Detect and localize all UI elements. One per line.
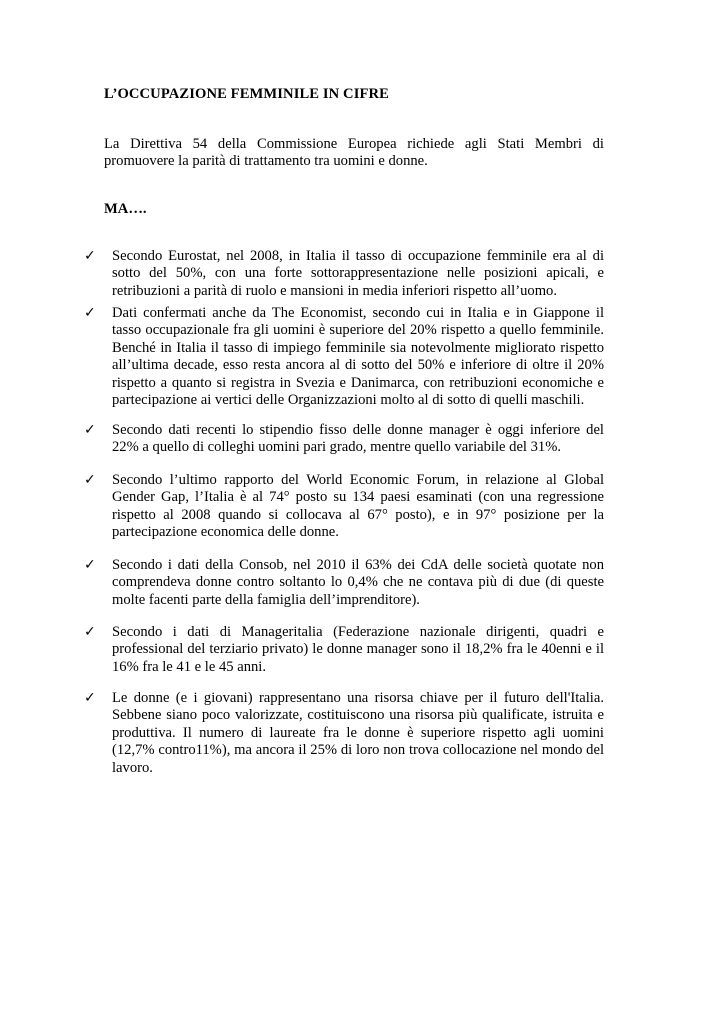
bullet-item-donne-giovani bbox=[84, 690, 604, 777]
bullet-item-stipendio bbox=[84, 422, 604, 457]
checkmark-icon: ✓ bbox=[84, 422, 96, 438]
checkmark-icon: ✓ bbox=[84, 557, 96, 573]
page-title: L’OCCUPAZIONE FEMMINILE IN CIFRE bbox=[104, 86, 389, 102]
bullet-item-consob bbox=[84, 557, 604, 609]
bullet-text: Secondo i dati di Manageritalia (Federazione nazionale dirigenti, quadri e professional del terziario privato) le donne manager sono il 18,2% fra le 40enni e il 16% fra le 41 e le 45 anni. bbox=[112, 624, 604, 675]
bullet-item-wef bbox=[84, 472, 604, 542]
bullet-text: Secondo i dati della Consob, nel 2010 il 63% dei CdA delle società quotate non comprendeva donne contro soltanto lo 0,4% che ne contava più di due (di queste molte facenti parte della famiglia dell’imprenditore). bbox=[112, 557, 604, 608]
bullet-item-manageritalia bbox=[84, 624, 604, 676]
bullet-text: Secondo dati recenti lo stipendio fisso delle donne manager è oggi inferiore del 22% a quello di colleghi uomini pari grado, mentre quello variabile del 31%. bbox=[112, 422, 604, 456]
bullet-text: Dati confermati anche da The Economist, secondo cui in Italia e in Giappone il tasso occupazionale fra gli uomini è superiore del 20% rispetto a quello femminile. Benché in Italia il tasso di impiego femminile sia notevolmente migliorato rispetto all’ultima decade, esso resta ancora al di sotto del 50% e inferiore di oltre il 20% rispetto a quanto si registra in Svezia e Danimarca, con retribuzioni economiche e partecipazione ai vertici delle Organizzazioni molto al di sotto di quelli maschili. bbox=[112, 305, 604, 409]
checkmark-icon: ✓ bbox=[84, 248, 96, 264]
bullet-item-economist bbox=[84, 305, 604, 409]
bullet-text: Le donne (e i giovani) rappresentano una risorsa chiave per il futuro dell'Italia. Sebbene siano poco valorizzate, costituiscono una risorsa più qualificate, istruita e produttiva. Il numero di laureate fra le donne è superiore rispetto agli uomini (12,7% contro11%), ma ancora il 25% di loro non trova collocazione nel mondo del lavoro. bbox=[112, 690, 604, 776]
checkmark-icon: ✓ bbox=[84, 624, 96, 640]
intro-paragraph: La Direttiva 54 della Commissione Europea richiede agli Stati Membri di promuovere la parità di trattamento tra uomini e donne. bbox=[104, 136, 604, 170]
bullet-text: Secondo l’ultimo rapporto del World Economic Forum, in relazione al Global Gender Gap, l’Italia è al 74° posto su 134 paesi esaminati (con una regressione rispetto al 2008 quando si collocava al 67° posto), e in 97° posizione per la partecipazione economica delle donne. bbox=[112, 472, 604, 541]
checkmark-icon: ✓ bbox=[84, 305, 96, 321]
checkmark-icon: ✓ bbox=[84, 472, 96, 488]
bullet-item-eurostat bbox=[84, 248, 604, 300]
checkmark-icon: ✓ bbox=[84, 690, 96, 706]
bullet-text: Secondo Eurostat, nel 2008, in Italia il tasso di occupazione femminile era al di sotto del 50%, con una forte sottorappresentazione nelle posizioni apicali, e retribuzioni a parità di ruolo e mansioni in media inferiori rispetto all’uomo. bbox=[112, 248, 604, 299]
section-heading-ma: MA…. bbox=[104, 201, 147, 217]
